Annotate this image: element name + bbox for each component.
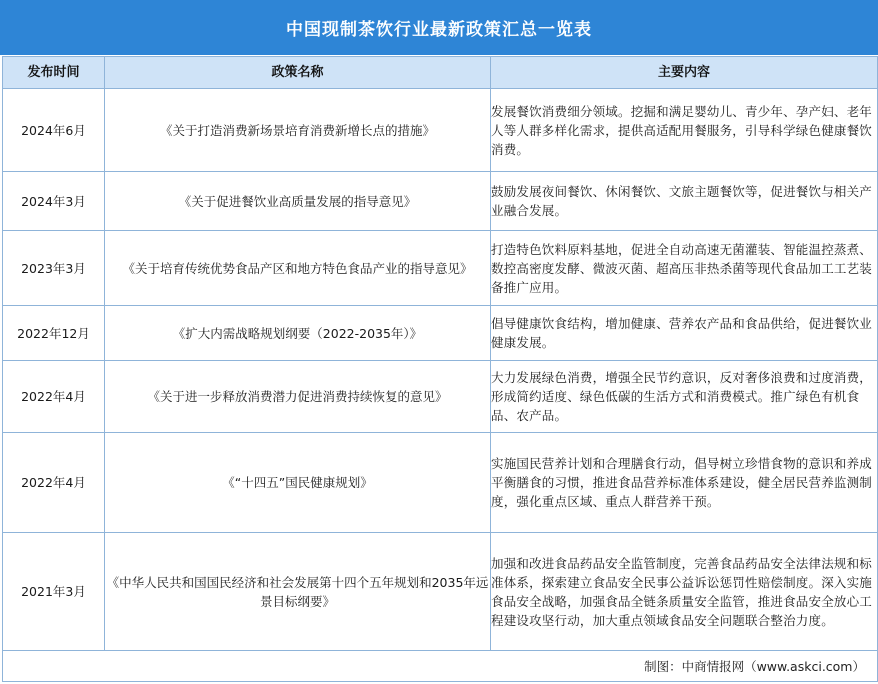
cell-policy-name: 《“十四五”国民健康规划》	[105, 433, 491, 533]
table-row	[3, 433, 878, 533]
header-content: 主要内容	[491, 57, 878, 89]
policy-table	[2, 56, 878, 682]
cell-policy-name: 《扩大内需战略规划纲要（2022-2035年）》	[105, 306, 491, 361]
page-title: 中国现制茶饮行业最新政策汇总一览表	[0, 0, 878, 55]
cell-policy-name: 《关于进一步释放消费潜力促进消费持续恢复的意见》	[105, 361, 491, 433]
table-row	[3, 231, 878, 306]
source-credit: 制图：中商情报网（www.askci.com）	[3, 651, 878, 682]
cell-date: 2024年6月	[3, 89, 105, 172]
table-row	[3, 306, 878, 361]
cell-content: 倡导健康饮食结构，增加健康、营养农产品和食品供给，促进餐饮业健康发展。	[491, 306, 878, 361]
cell-date: 2022年12月	[3, 306, 105, 361]
header-policy-name: 政策名称	[105, 57, 491, 89]
cell-date: 2024年3月	[3, 172, 105, 231]
cell-date: 2023年3月	[3, 231, 105, 306]
header-date: 发布时间	[3, 57, 105, 89]
cell-date: 2022年4月	[3, 433, 105, 533]
cell-content: 鼓励发展夜间餐饮、休闲餐饮、文旅主题餐饮等，促进餐饮与相关产业融合发展。	[491, 172, 878, 231]
cell-policy-name: 《关于打造消费新场景培育消费新增长点的措施》	[105, 89, 491, 172]
cell-content: 发展餐饮消费细分领域。挖掘和满足婴幼儿、青少年、孕产妇、老年人等人群多样化需求，提供高适配用餐服务，引导科学绿色健康餐饮消费。	[491, 89, 878, 172]
cell-content: 加强和改进食品药品安全监管制度，完善食品药品安全法律法规和标准体系，探索建立食品安全民事公益诉讼惩罚性赔偿制度。深入实施食品安全战略，加强食品全链条质量安全监管，推进食品安全放心工程建设攻坚行动，加大重点领域食品安全问题联合整治力度。	[491, 533, 878, 651]
cell-date: 2022年4月	[3, 361, 105, 433]
cell-content: 大力发展绿色消费，增强全民节约意识，反对奢侈浪费和过度消费，形成简约适度、绿色低碳的生活方式和消费模式。推广绿色有机食品、农产品。	[491, 361, 878, 433]
cell-content: 实施国民营养计划和合理膳食行动，倡导树立珍惜食物的意识和养成平衡膳食的习惯，推进食品营养标准体系建设，健全居民营养监测制度，强化重点区域、重点人群营养干预。	[491, 433, 878, 533]
table-header-row	[3, 57, 878, 89]
table-row	[3, 172, 878, 231]
table-footer-row	[3, 651, 878, 682]
table-row	[3, 361, 878, 433]
cell-policy-name: 《关于促进餐饮业高质量发展的指导意见》	[105, 172, 491, 231]
cell-policy-name: 《中华人民共和国国民经济和社会发展第十四个五年规划和2035年远景目标纲要》	[105, 533, 491, 651]
cell-policy-name: 《关于培育传统优势食品产区和地方特色食品产业的指导意见》	[105, 231, 491, 306]
table-row	[3, 533, 878, 651]
table-row	[3, 89, 878, 172]
cell-content: 打造特色饮料原料基地，促进全自动高速无菌灌装、智能温控蒸煮、数控高密度发酵、微波灭菌、超高压非热杀菌等现代食品加工工艺装备推广应用。	[491, 231, 878, 306]
cell-date: 2021年3月	[3, 533, 105, 651]
